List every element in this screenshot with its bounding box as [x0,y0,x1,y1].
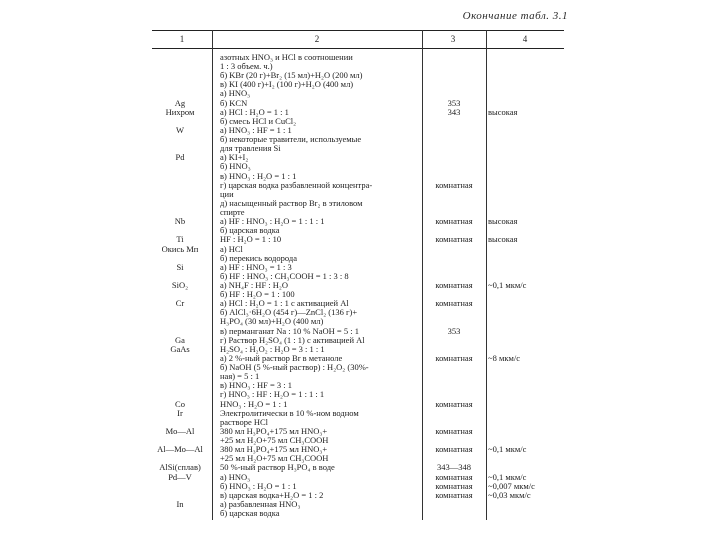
row-etchant-cell: г) Раствор H₂SO₄ (1 : 1) с активацией Al [220,334,365,345]
row-etchant-cell: ная) = 5 : 1 [220,371,260,382]
row-etchant-cell: б) KBr (20 г)+Br₂ (15 мл)+H₂O (200 мл) [220,70,363,81]
row-etchant-cell: H₃PO₄ (30 мл)+H₂O (400 мл) [220,316,324,327]
row-etchant-cell: б) перекись водорода [220,252,297,263]
row-etchant-cell: б) HF : HNO₃ : CH₃COOH = 1 : 3 : 8 [220,270,349,281]
row-rate-cell: ~0,007 мкм/с [488,480,535,491]
row-etchant-cell: 380 мл H₃PO₄+175 мл HNO₃+ [220,444,328,455]
row-etchant-cell: б) HF : H₂O = 1 : 100 [220,289,295,300]
row-etchant-cell: г) царская водка разбавленной концентра- [220,179,373,190]
header-col-2: 2 [314,34,320,44]
row-etchant-cell: б) царская водка [220,225,280,236]
row-etchant-cell: а) NH₄F : HF : H₂O [220,280,289,290]
header-rule [152,48,564,49]
row-material-cell: Pd [175,152,185,163]
row-material-cell: Mo—Al [165,425,195,436]
row-material-cell: Ga [175,334,185,345]
row-etchant-cell: а) разбавленная HNO₃ [220,498,301,509]
header-col-3: 3 [450,34,456,44]
table-caption: Окончание табл. 3.1 [462,10,568,22]
top-rule [152,30,564,31]
header-col-4: 4 [522,34,528,44]
row-material-cell: SiO₂ [171,280,189,290]
row-etchant-cell: б) AlCl₃·6H₂O (454 г)—ZnCl₂ (136 г)+ [220,307,358,318]
row-temperature-cell: комнатная [435,179,473,190]
row-material-cell: GaAs [170,343,190,354]
row-etchant-cell: в) KI (400 г)+I₂ (100 г)+H₂O (400 мл) [220,79,354,90]
row-rate-cell: высокая [488,106,518,117]
row-temperature-cell: комнатная [435,216,473,227]
row-temperature-cell: 353 [447,325,461,336]
row-etchant-cell: а) HCl [220,243,243,254]
row-etchant-cell: а) 2 %-ный раствор Br в метаноле [220,352,343,363]
row-etchant-cell: для травления Si [220,143,281,154]
row-etchant-cell: растворе HCl [220,416,269,427]
row-etchant-cell: б) NaOH (5 %-ный раствор) : H₂O₂ (30%- [220,362,369,373]
row-material-cell: Nb [174,216,186,227]
row-etchant-cell: +25 мл H₂O+75 мл CH₃COOH [220,453,329,464]
row-material-cell: AlSi(сплав) [159,462,201,473]
row-etchant-cell: а) KI+I₂ [220,152,249,163]
row-material-cell: Al—Mo—Al [157,444,203,455]
row-etchant-cell: д) насыщенный раствор Br₂ в этиловом [220,197,363,208]
row-rate-cell: ~0,1 мкм/с [488,280,527,290]
row-temperature-cell: комнатная [435,489,473,500]
row-etchant-cell: г) HNO₃ : HF : H₂O = 1 : 1 : 1 [220,389,325,400]
row-etchant-cell: H₂SO₄ : H₂O₂ : H₂O = 3 : 1 : 1 [220,343,325,354]
row-etchant-cell: в) HNO₃ : H₂O = 1 : 1 [220,170,297,181]
row-material-cell: Нихром [165,106,195,117]
row-etchant-cell: а) HCl : H₂O = 1 : 1 с активацией Al [220,298,349,309]
row-material-cell: Si [176,261,184,272]
row-etchant-cell: в) царская водка+H₂O = 1 : 2 [220,489,324,500]
row-material-cell: W [175,124,185,135]
row-temperature-cell: комнатная [435,480,473,491]
row-rate-cell: ~0,03 мкм/с [488,489,531,500]
row-etchant-cell: а) HNO₃ [220,88,251,99]
row-etchant-cell: ции [220,188,234,199]
row-temperature-cell: комнатная [435,352,473,363]
row-etchant-cell: б) KCN [220,97,248,108]
row-material-cell: In [176,498,184,509]
row-etchant-cell: HF : H₂O = 1 : 10 [220,234,282,245]
row-material-cell: Ag [174,97,186,108]
row-etchant-cell: б) смесь HCl и CuCl₂ [220,115,297,126]
row-rate-cell: ~8 мкм/с [488,352,520,363]
row-material-cell: Co [175,398,185,409]
row-material-cell: Pd—V [168,471,192,482]
row-etchant-cell: а) HCl : H₂O = 1 : 1 [220,106,289,117]
row-etchant-cell: Электролитически в 10 %-ном водном [220,407,359,418]
row-etchant-cell: в) перманганат Na : 10 % NaOH = 5 : 1 [220,325,359,336]
row-temperature-cell: комнатная [435,471,473,482]
row-rate-cell: высокая [488,216,518,227]
row-etchant-cell: в) HNO₃ : HF = 3 : 1 [220,380,292,391]
row-etchant-cell: б) HNO₃ : H₂O = 1 : 1 [220,480,297,491]
row-rate-cell: высокая [488,234,518,245]
row-rate-cell: ~0,1 мкм/с [488,471,527,482]
row-material-cell: Окись Мп [161,243,199,254]
row-temperature-cell: комнатная [435,234,473,245]
header-col-1: 1 [179,34,185,44]
row-etchant-cell: а) HF : HNO₃ = 1 : 3 [220,261,292,272]
row-etchant-cell: а) HNO₃ [220,471,251,482]
row-temperature-cell: 343—348 [437,462,471,473]
row-etchant-cell: 380 мл H₃PO₄+175 мл HNO₃+ [220,425,328,436]
row-etchant-cell: а) HF : HNO₃ : H₂O = 1 : 1 : 1 [220,216,325,227]
row-etchant-cell: HNO₃ : H₂O = 1 : 1 [220,398,288,409]
row-etchant-cell: спирте [220,207,245,218]
row-etchant-cell: б) царская водка [220,508,280,518]
row-material-cell: Cr [175,298,185,309]
row-etchant-cell: азотных HNO₃ и HCl в соотношении [220,52,353,62]
row-etchant-cell: а) HNO₃ : HF = 1 : 1 [220,124,292,135]
row-material-cell: Ti [176,234,184,245]
row-etchant-cell: б) HNO₃ [220,161,251,172]
row-etchant-cell: +25 мл H₂O+75 мл CH₃COOH [220,435,329,446]
row-temperature-cell: комнатная [435,298,473,309]
row-temperature-cell: комнатная [435,280,473,290]
row-temperature-cell: комнатная [435,425,473,436]
row-temperature-cell: 353 [447,97,461,108]
row-etchant-cell: б) некоторые травители, используемые [220,134,362,145]
row-temperature-cell: комнатная [435,444,473,455]
row-temperature-cell: комнатная [435,398,473,409]
row-temperature-cell: 343 [447,106,461,117]
row-material-cell: Ir [177,407,183,418]
row-etchant-cell: 1 : 3 объем. ч.) [220,61,273,72]
row-rate-cell: ~0,1 мкм/с [488,444,527,455]
row-etchant-cell: 50 %-ный раствор H₃PO₄ в воде [220,462,335,473]
table-row [0,508,720,518]
